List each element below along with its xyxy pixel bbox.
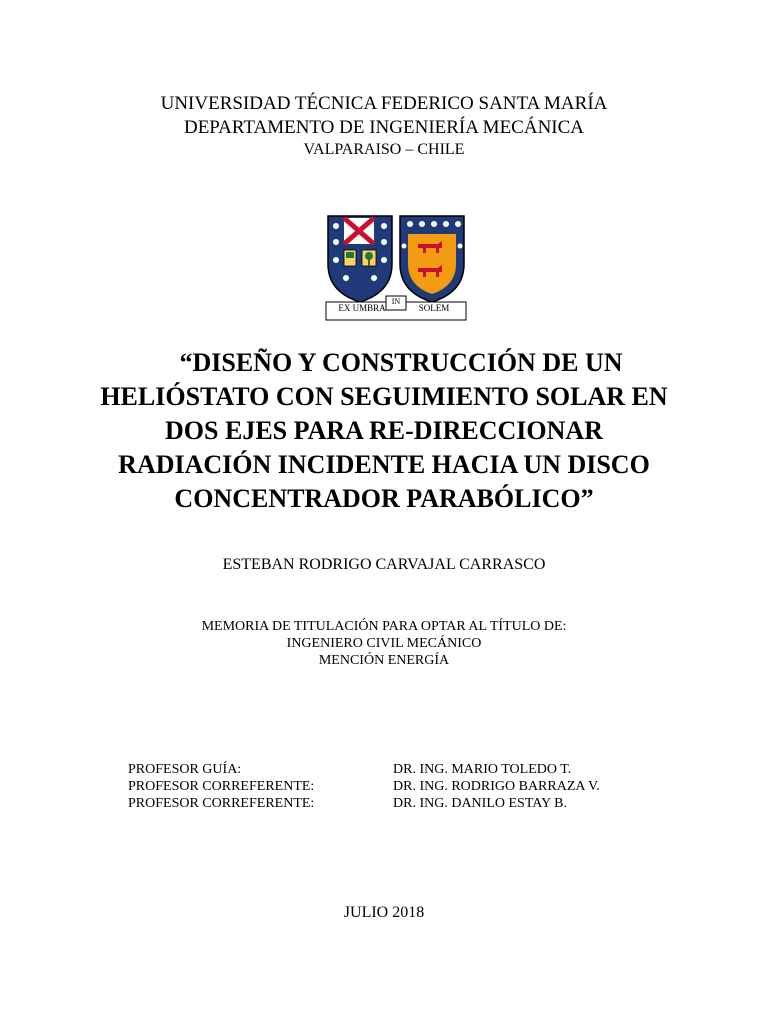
professor-name: DR. ING. MARIO TOLEDO T. <box>393 762 572 777</box>
title-line: DOS EJES PARA RE-DIRECCIONAR <box>165 416 603 445</box>
university-name: UNIVERSIDAD TÉCNICA FEDERICO SANTA MARÍA <box>160 93 608 114</box>
department-name: DEPARTAMENTO DE INGENIERÍA MECÁNICA <box>183 117 585 138</box>
title-line: CONCENTRADOR PARABÓLICO” <box>174 484 594 513</box>
professor-role: PROFESOR CORREFERENTE: <box>128 779 315 794</box>
professor-role: PROFESOR CORREFERENTE: <box>128 796 315 811</box>
title-line: HELIÓSTATO CON SEGUIMIENTO SOLAR EN <box>100 382 668 411</box>
location: VALPARAISO – CHILE <box>303 141 465 158</box>
submission-date: JULIO 2018 <box>343 904 425 921</box>
crest-motto-left: EX UMBRA <box>338 303 386 313</box>
title-line: “DISEÑO Y CONSTRUCCIÓN DE UN <box>179 348 623 377</box>
author-name: ESTEBAN RODRIGO CARVAJAL CARRASCO <box>222 556 546 573</box>
professor-role: PROFESOR GUÍA: <box>128 762 242 777</box>
thesis-title <box>60 346 708 516</box>
degree-title: INGENIERO CIVIL MECÁNICO <box>286 636 482 651</box>
university-crest <box>322 212 470 324</box>
degree-mention: MENCIÓN ENERGÍA <box>318 653 450 668</box>
degree-statement: MEMORIA DE TITULACIÓN PARA OPTAR AL TÍTULO DE: <box>201 619 567 634</box>
crest-motto-right: SOLEM <box>418 303 450 313</box>
crest-motto-middle: IN <box>391 297 401 306</box>
professor-name: DR. ING. RODRIGO BARRAZA V. <box>393 779 600 794</box>
title-line: RADIACIÓN INCIDENTE HACIA UN DISCO <box>118 450 650 479</box>
professor-name: DR. ING. DANILO ESTAY B. <box>393 796 568 811</box>
